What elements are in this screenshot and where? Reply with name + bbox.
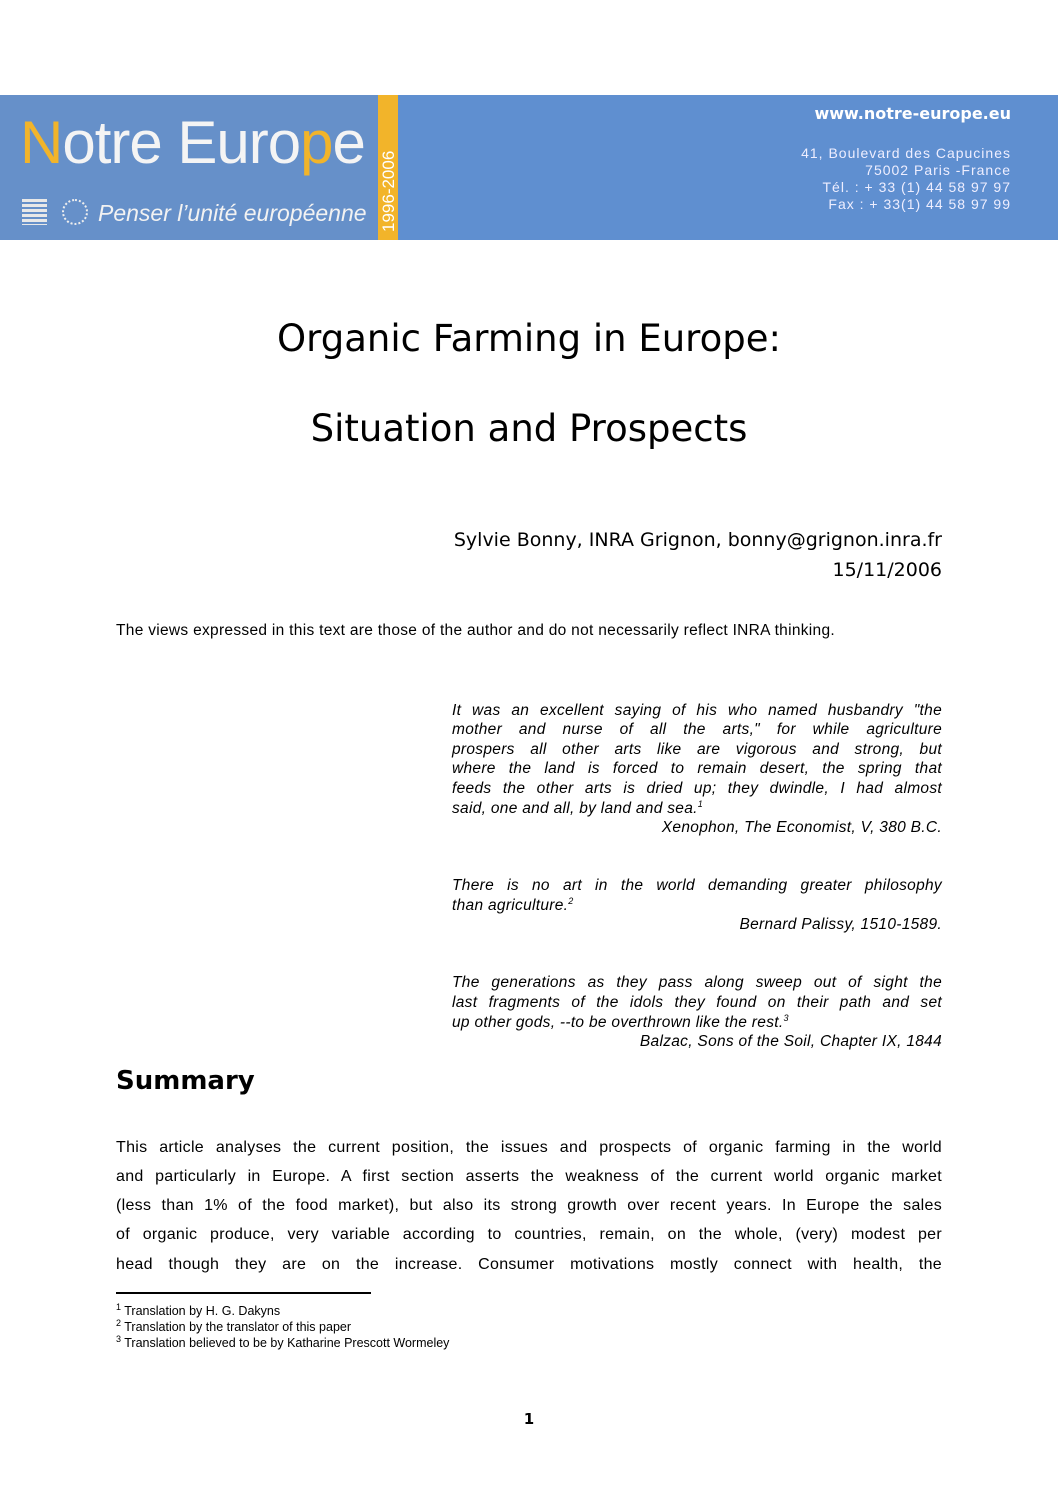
disclaimer: The views expressed in this text are those of the author and do not necessarily reflect INRA thinking. — [116, 622, 835, 639]
quote-attribution: Xenophon, The Economist, V, 380 B.C. — [661, 819, 942, 836]
footnote-text: Translation by H. G. Dakyns — [124, 1304, 281, 1319]
address-line: 75002 Paris -France — [865, 162, 1011, 178]
logo-part: otre Euro — [62, 109, 301, 176]
quote-text: said, one and all, by land and sea. — [452, 800, 698, 818]
footnote-divider — [116, 1292, 371, 1294]
logo-letter-n: N — [20, 109, 63, 176]
quote-text: than agriculture. — [452, 897, 569, 915]
author: Sylvie Bonny, INRA Grignon, bonny@grignon.inra.fr — [453, 529, 942, 551]
quote-text: up other gods, --to be overthrown like the rest. — [452, 1014, 784, 1032]
footnote — [116, 1302, 280, 1318]
quote-line — [452, 799, 942, 818]
eu-stars-icon — [62, 199, 88, 225]
quote-line: mother and nurse of all the arts," for while agriculture — [452, 721, 942, 738]
logo-tagline: Penser l’unité européenne — [98, 200, 367, 226]
quote-line: last fragments of the idols they found on their path and set — [452, 994, 942, 1011]
phone: Tél. : + 33 (1) 44 58 97 97 — [822, 179, 1011, 195]
footnote-number: 3 — [116, 1334, 122, 1344]
quote-line: There is no art in the world demanding greater philosophy — [452, 877, 942, 894]
footnote-text: Translation believed to be by Katharine Prescott Wormeley — [124, 1336, 450, 1351]
address-line: 41, Boulevard des Capucines — [801, 145, 1011, 161]
body-line: and particularly in Europe. A first section asserts the weakness of the current world organic market — [116, 1168, 942, 1185]
quote-line: prospers all other arts like are vigorous and strong, but — [452, 741, 942, 758]
logo-letter-p: p — [300, 109, 333, 176]
footnote — [116, 1334, 449, 1350]
footnote-ref[interactable]: 3 — [783, 1013, 789, 1023]
fax: Fax : + 33(1) 44 58 97 99 — [828, 196, 1011, 212]
title-line-1: Organic Farming in Europe: — [277, 317, 781, 360]
logo-wordmark — [20, 108, 365, 177]
body-line: This article analyses the current position, the issues and prospects of organic farming in the world — [116, 1139, 942, 1156]
body-line: (less than 1% of the food market), but also its strong growth over recent years. In Europe the sales — [116, 1197, 942, 1214]
body-line: head though they are on the increase. Consumer motivations mostly connect with health, the — [116, 1256, 942, 1273]
title-line-2: Situation and Prospects — [310, 407, 748, 450]
anniversary-years: 1996-2006 — [379, 150, 398, 232]
footnote-text: Translation by the translator of this paper — [124, 1320, 352, 1335]
summary-heading: Summary — [116, 1066, 255, 1096]
body-line: of organic produce, very variable according to countries, remain, on the whole, (very) modest per — [116, 1226, 942, 1243]
footnote-number: 1 — [116, 1302, 122, 1312]
footnote — [116, 1318, 351, 1334]
quote-line: where the land is forced to remain desert, the spring that — [452, 760, 942, 777]
footnote-ref[interactable]: 1 — [697, 799, 704, 809]
logo-part: e — [332, 109, 365, 176]
quote-line — [452, 1013, 942, 1032]
website-link[interactable]: www.notre-europe.eu — [814, 104, 1011, 123]
quote-attribution: Bernard Palissy, 1510-1589. — [739, 916, 942, 933]
footnote-ref[interactable]: 2 — [568, 896, 574, 906]
quote-attribution: Balzac, Sons of the Soil, Chapter IX, 1844 — [639, 1033, 942, 1050]
date: 15/11/2006 — [832, 559, 942, 581]
quote-line: The generations as they pass along sweep out of sight the — [452, 974, 942, 991]
quote-line: feeds the other arts is dried up; they dwindle, I had almost — [452, 780, 942, 797]
quote-line: It was an excellent saying of his who named husbandry "the — [452, 702, 942, 719]
flag-icon — [22, 199, 47, 225]
page-number: 1 — [523, 1410, 535, 1428]
quote-line — [452, 896, 942, 915]
footnote-number: 2 — [116, 1318, 122, 1328]
